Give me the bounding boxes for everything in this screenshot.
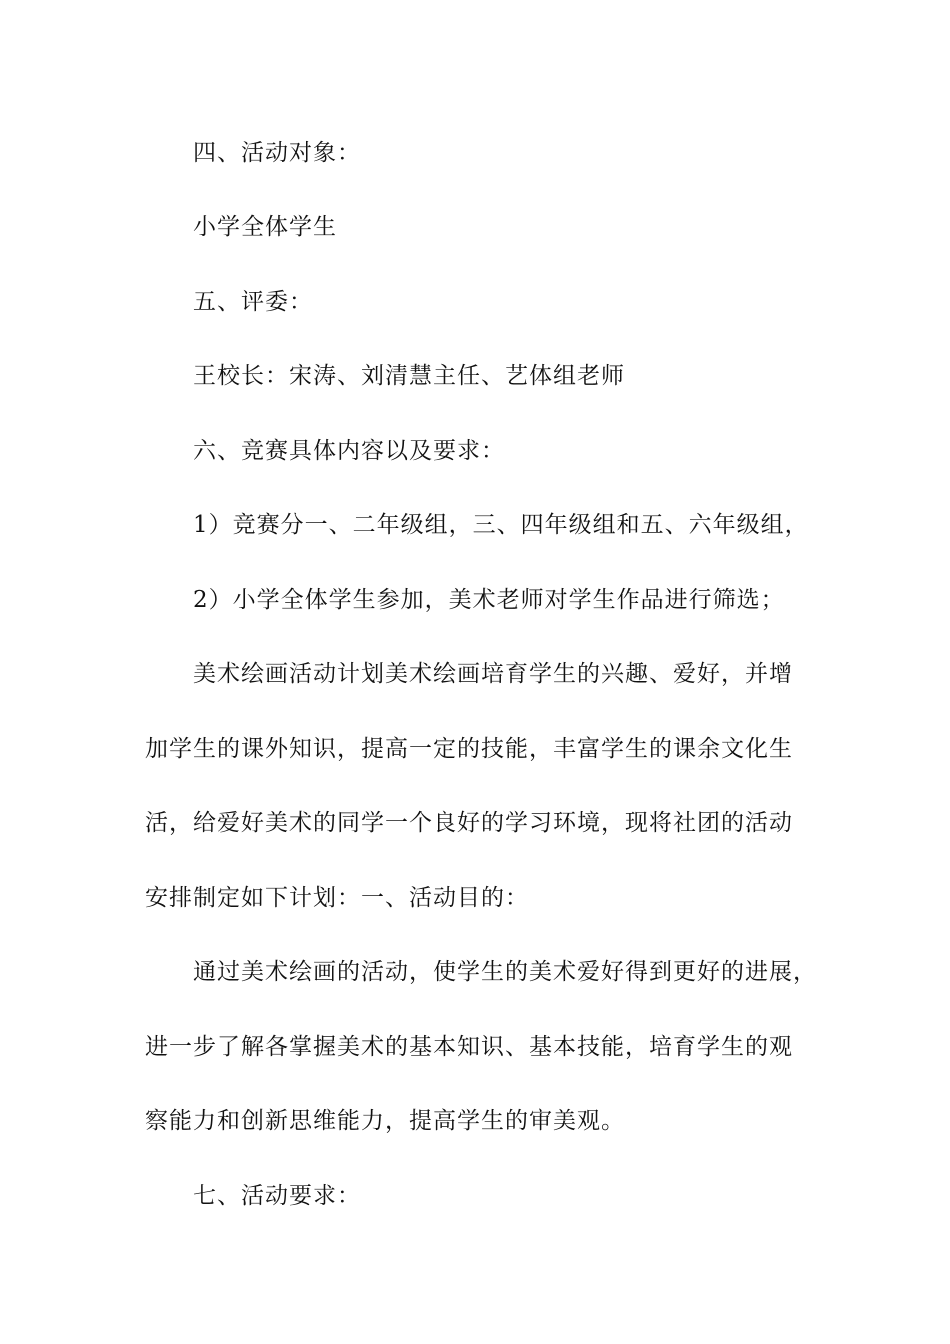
section-heading-activity-requirements: 七、活动要求： xyxy=(193,1183,361,1209)
paragraph-line: 安排制定如下计划：一、活动目的： xyxy=(145,885,529,911)
section-heading-competition-content: 六、竞赛具体内容以及要求： xyxy=(193,438,505,464)
paragraph-line: 通过美术绘画的活动，使学生的美术爱好得到更好的进展， xyxy=(193,959,817,985)
paragraph-line: 王校长：宋涛、刘清慧主任、艺体组老师 xyxy=(193,363,625,389)
paragraph-line: 小学全体学生 xyxy=(193,214,337,240)
paragraph-line: 美术绘画活动计划美术绘画培育学生的兴趣、爱好，并增 xyxy=(193,661,793,687)
paragraph-line: 察能力和创新思维能力，提高学生的审美观。 xyxy=(145,1108,625,1134)
list-item: 2）小学全体学生参加，美术老师对学生作品进行筛选； xyxy=(193,587,785,613)
paragraph-line: 活，给爱好美术的同学一个良好的学习环境，现将社团的活动 xyxy=(145,810,793,836)
list-item: 1）竞赛分一、二年级组，三、四年级组和五、六年级组， xyxy=(193,512,809,538)
paragraph-line: 进一步了解各掌握美术的基本知识、基本技能，培育学生的观 xyxy=(145,1034,793,1060)
paragraph-line: 加学生的课外知识，提高一定的技能，丰富学生的课余文化生 xyxy=(145,736,793,762)
section-heading-judges: 五、评委： xyxy=(193,289,313,315)
section-heading-activity-target: 四、活动对象： xyxy=(193,140,361,166)
